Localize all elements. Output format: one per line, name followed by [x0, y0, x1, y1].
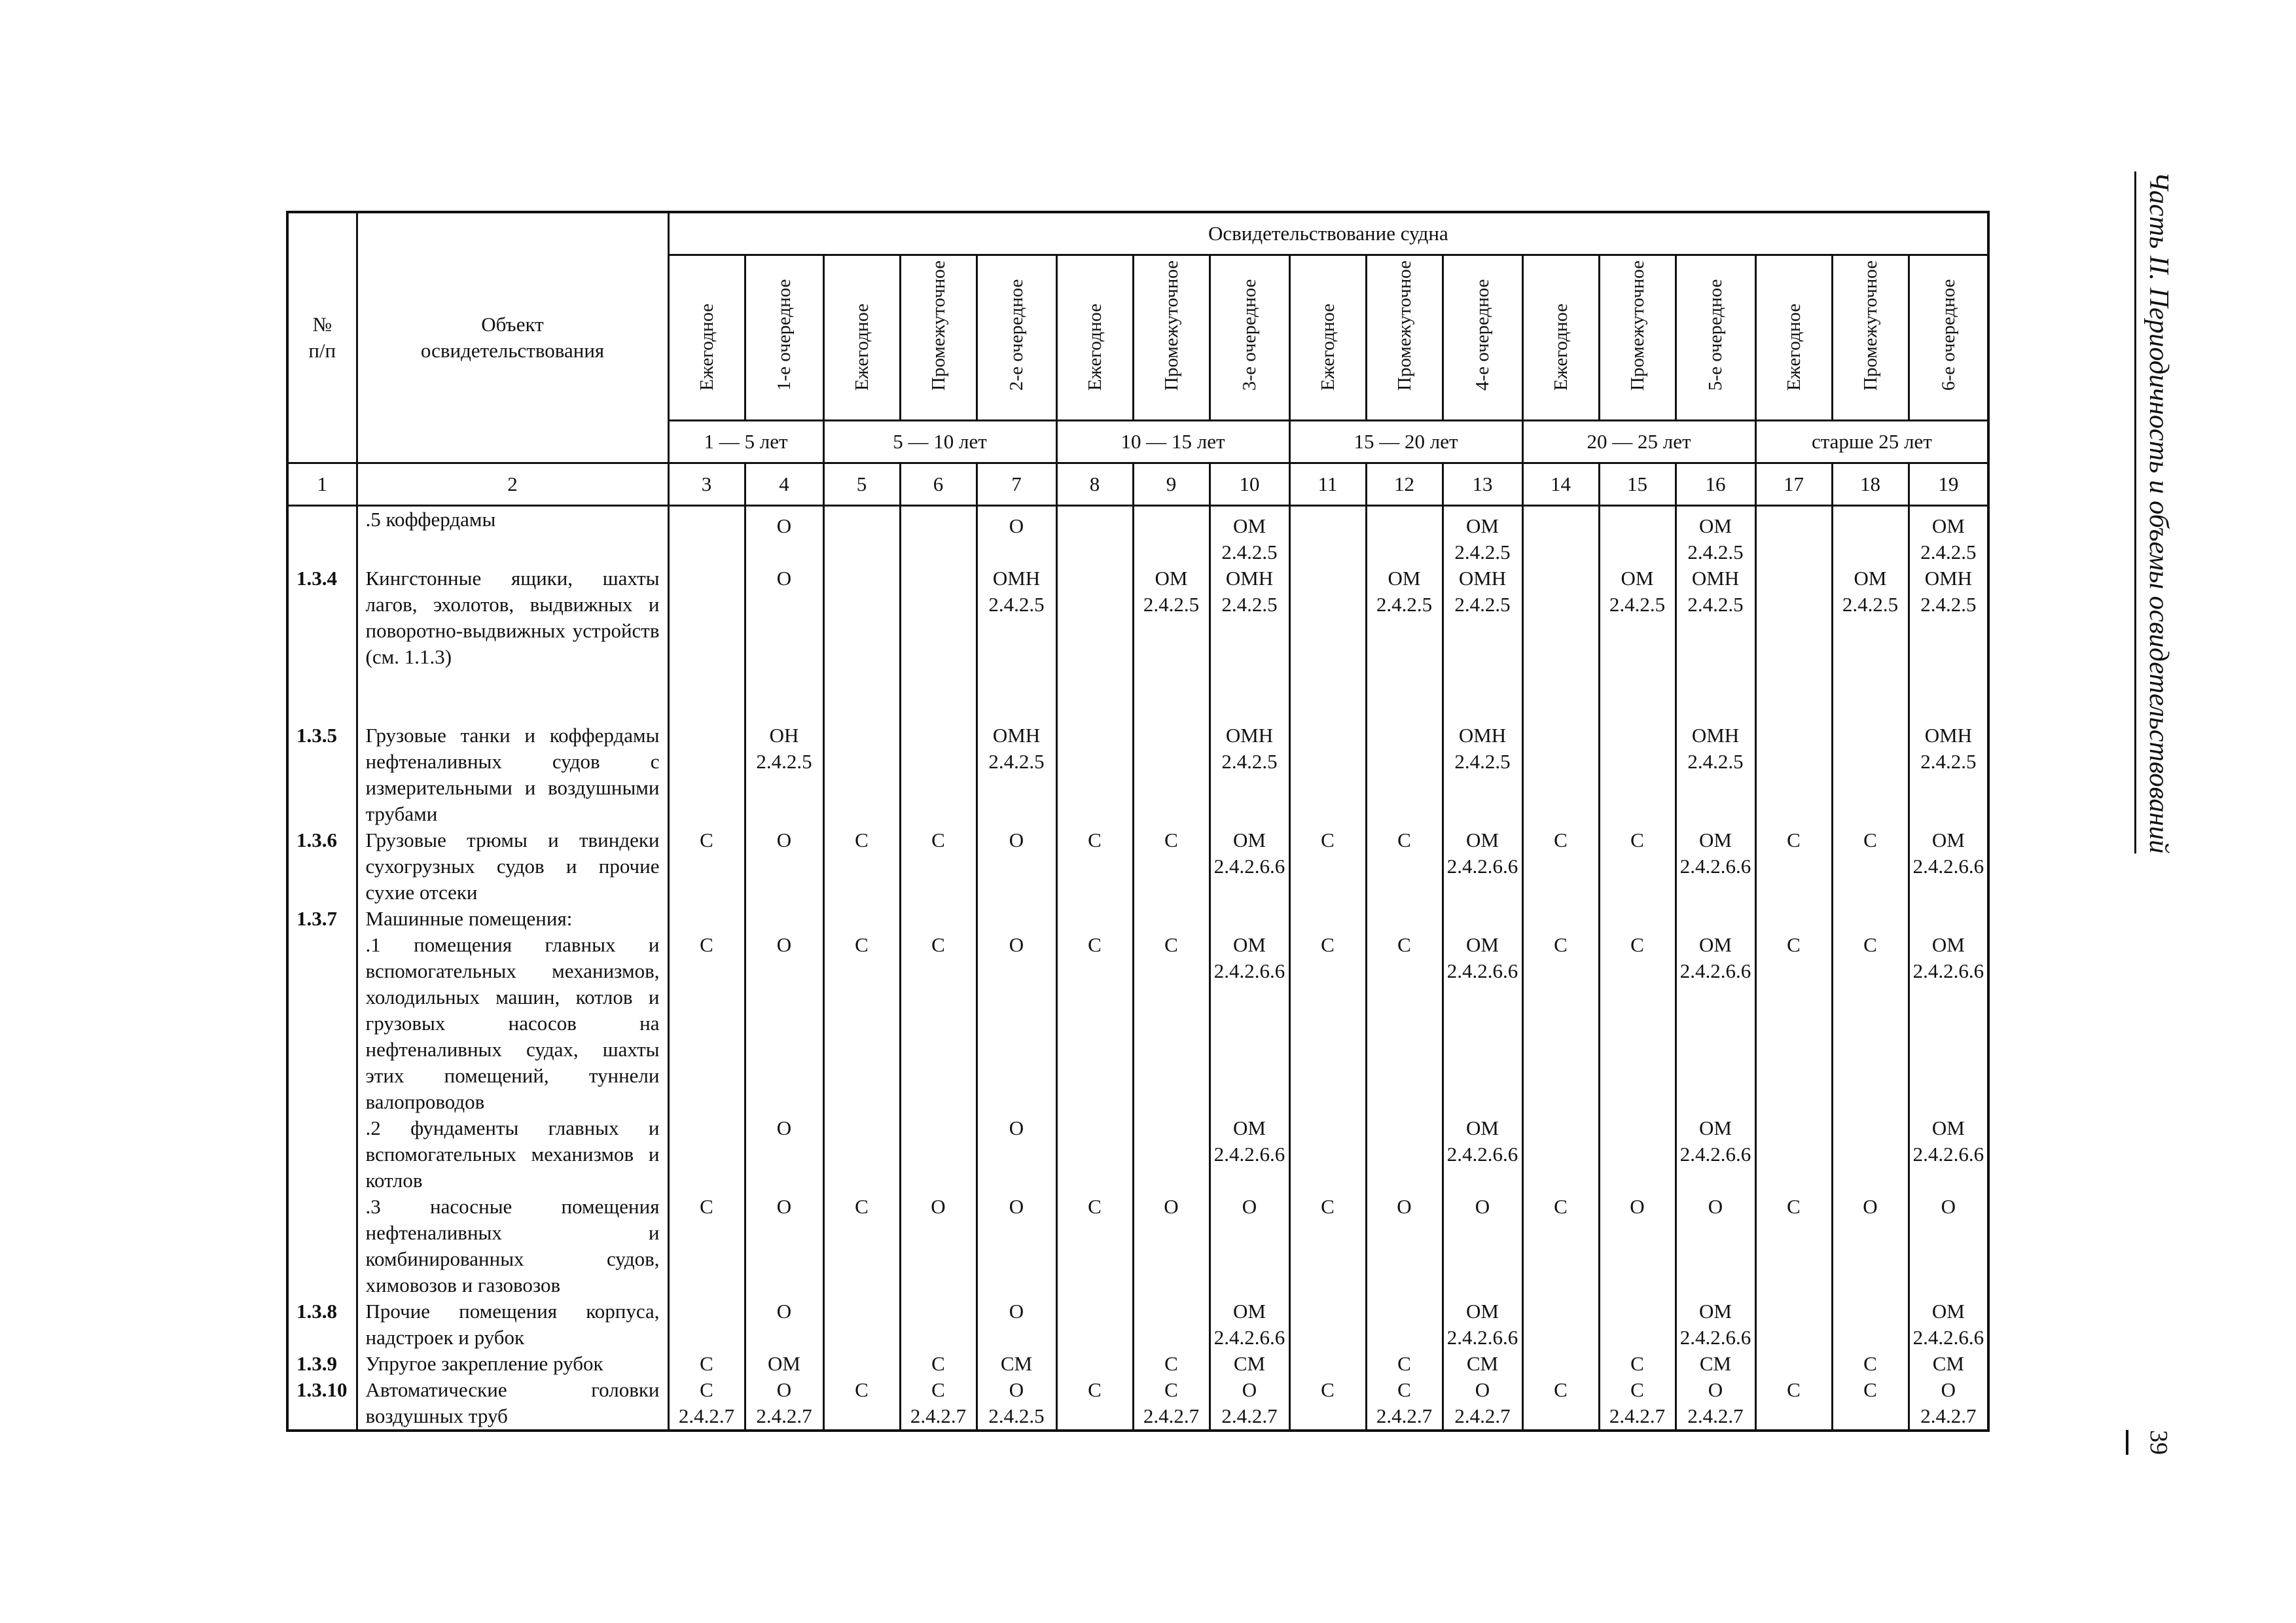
survey-type-header [1289, 255, 1366, 421]
survey-scope-cell: С [1133, 932, 1210, 1115]
survey-scope-cell: ОН 2.4.2.5 [745, 722, 823, 827]
survey-scope-cell: С [1599, 827, 1676, 906]
survey-scope-cell [823, 506, 900, 566]
age-group: 10 — 15 лет [1056, 421, 1289, 463]
survey-scope-cell: ОМ 2.4.2.5 [1366, 565, 1443, 722]
survey-scope-cell: С [1755, 932, 1832, 1115]
survey-scope-cell: ОМ 2.4.2.5 [1832, 565, 1909, 722]
survey-type-label: 3-е очередное [1239, 279, 1260, 391]
survey-scope-cell: ОМН 2.4.2.5 [977, 565, 1056, 722]
item-object: Упругое закрепление рубок [357, 1351, 668, 1377]
survey-scope-cell [1599, 1298, 1676, 1351]
survey-scope-cell: С [1289, 932, 1366, 1115]
survey-scope-cell: С [1755, 1194, 1832, 1298]
survey-scope-cell: ОМ 2.4.2.5 [1909, 506, 1988, 566]
survey-scope-cell: О [1676, 1194, 1755, 1298]
survey-type-label: Ежегодное [1317, 303, 1338, 391]
survey-scope-cell: ОМ 2.4.2.6.6 [1909, 932, 1988, 1115]
survey-scope-cell: О [1443, 1194, 1522, 1298]
survey-scope-cell [1366, 906, 1443, 932]
survey-scope-cell: С [823, 1194, 900, 1298]
age-group: старше 25 лет [1755, 421, 1988, 463]
survey-scope-cell [1133, 1298, 1210, 1351]
survey-scope-cell [1056, 722, 1133, 827]
survey-type-header [668, 255, 745, 421]
survey-scope-cell [1289, 1298, 1366, 1351]
survey-scope-cell: ОМ 2.4.2.5 [1210, 506, 1289, 566]
survey-scope-cell: ОМ 2.4.2.6.6 [1909, 827, 1988, 906]
survey-type-label: Ежегодное [1084, 303, 1105, 391]
survey-scope-cell: ОМ 2.4.2.5 [1443, 506, 1522, 566]
survey-scope-cell: С [1133, 827, 1210, 906]
survey-scope-cell [1289, 1351, 1366, 1377]
survey-scope-cell: ОМ 2.4.2.6.6 [1909, 1298, 1988, 1351]
survey-scope-cell [1133, 506, 1210, 566]
survey-scope-cell: ОМН 2.4.2.5 [977, 722, 1056, 827]
item-object: Грузовые трюмы и твиндеки сухогрузных судов и прочие сухие отсеки [357, 827, 668, 906]
survey-scope-cell [823, 1351, 900, 1377]
survey-scope-cell [1832, 506, 1909, 566]
survey-scope-cell: ОМ 2.4.2.5 [1133, 565, 1210, 722]
survey-scope-cell: С 2.4.2.7 [1366, 1377, 1443, 1431]
survey-scope-cell [1056, 1351, 1133, 1377]
item-object: .1 помещения главных и вспомогательных механизмов, холодильных машин, котлов и грузовых насосов на нефтеналивных судах, шахты этих помещений, туннели валопроводов [357, 932, 668, 1115]
survey-scope-cell: СМ [1676, 1351, 1755, 1377]
survey-scope-cell: С [668, 932, 745, 1115]
survey-scope-cell: ОМ 2.4.2.6.6 [1676, 827, 1755, 906]
survey-scope-cell: С [668, 1194, 745, 1298]
survey-scope-cell: ОМН 2.4.2.5 [1443, 722, 1522, 827]
header-no: № п/п [287, 212, 357, 463]
item-object: .3 насосные помещения нефтеналивных и комбинированных судов, химовозов и газовозов [357, 1194, 668, 1298]
survey-scope-cell [1522, 506, 1599, 566]
survey-type-header [900, 255, 977, 421]
survey-scope-cell: ОМ 2.4.2.6.6 [1443, 932, 1522, 1115]
survey-scope-cell: ОМ 2.4.2.6.6 [1443, 1115, 1522, 1194]
survey-type-header [1056, 255, 1133, 421]
survey-scope-cell: С [1832, 1377, 1909, 1431]
survey-scope-cell [1522, 1298, 1599, 1351]
survey-scope-cell [1522, 1351, 1599, 1377]
survey-scope-cell [900, 1115, 977, 1194]
survey-scope-cell [1676, 906, 1755, 932]
item-number [287, 932, 357, 1115]
item-number: 1.3.9 [287, 1351, 357, 1377]
survey-type-header [1522, 255, 1599, 421]
survey-scope-cell [1755, 906, 1832, 932]
table-row [287, 722, 1988, 827]
survey-scope-cell [668, 506, 745, 566]
survey-scope-cell: С [1289, 1377, 1366, 1431]
column-number: 18 [1832, 463, 1909, 506]
survey-scope-cell: ОМ 2.4.2.5 [1676, 506, 1755, 566]
survey-type-label: 4-е очередное [1472, 279, 1493, 391]
survey-scope-cell: ОМ 2.4.2.6.6 [1210, 827, 1289, 906]
survey-scope-cell: О [977, 827, 1056, 906]
survey-type-label: Промежуточное [1626, 260, 1648, 391]
column-number: 11 [1289, 463, 1366, 506]
survey-scope-cell [823, 1115, 900, 1194]
survey-scope-cell: С [1755, 1377, 1832, 1431]
survey-scope-cell: О 2.4.2.7 [745, 1377, 823, 1431]
item-object: Автоматические головки воздушных труб [357, 1377, 668, 1431]
survey-type-label: Ежегодное [851, 303, 872, 391]
column-number: 12 [1366, 463, 1443, 506]
survey-scope-cell [900, 1298, 977, 1351]
survey-scope-cell [1599, 722, 1676, 827]
survey-scope-cell: ОМН 2.4.2.5 [1676, 565, 1755, 722]
survey-scope-cell: О [1909, 1194, 1988, 1298]
survey-scope-cell [1755, 722, 1832, 827]
survey-scope-cell [1755, 565, 1832, 722]
survey-scope-cell: С 2.4.2.7 [1133, 1377, 1210, 1431]
column-number: 5 [823, 463, 900, 506]
survey-scope-cell [1366, 506, 1443, 566]
survey-scope-cell [1289, 906, 1366, 932]
survey-scope-cell [1366, 722, 1443, 827]
survey-scope-cell: О [1210, 1194, 1289, 1298]
column-number: 13 [1443, 463, 1522, 506]
survey-scope-cell [1832, 1298, 1909, 1351]
survey-table [286, 211, 1990, 1432]
survey-scope-cell [1133, 1115, 1210, 1194]
survey-scope-cell: С [1056, 827, 1133, 906]
column-number: 6 [900, 463, 977, 506]
table-row [287, 506, 1988, 566]
survey-scope-cell: ОМН 2.4.2.5 [1210, 565, 1289, 722]
survey-scope-cell [900, 906, 977, 932]
survey-scope-cell: О [745, 565, 823, 722]
item-number: 1.3.5 [287, 722, 357, 827]
side-title: Часть II. Периодичность и объемы освидетельствований [2144, 171, 2174, 854]
survey-scope-cell: О [977, 1115, 1056, 1194]
survey-scope-cell [668, 722, 745, 827]
survey-scope-cell [1056, 565, 1133, 722]
survey-scope-cell: ОМ 2.4.2.6.6 [1210, 1115, 1289, 1194]
survey-scope-cell: О [745, 1115, 823, 1194]
survey-scope-cell: О [977, 1194, 1056, 1298]
item-object: Грузовые танки и коффердамы нефтеналивных судов с измерительными и воздушными трубами [357, 722, 668, 827]
survey-scope-cell: ОМ 2.4.2.6.6 [1676, 932, 1755, 1115]
survey-scope-cell [1599, 1115, 1676, 1194]
item-number: 1.3.7 [287, 906, 357, 932]
survey-scope-cell: О 2.4.2.7 [1443, 1377, 1522, 1431]
table-row [287, 1377, 1988, 1431]
survey-type-label: Ежегодное [1550, 303, 1571, 391]
survey-scope-cell: ОМ 2.4.2.6.6 [1676, 1115, 1755, 1194]
survey-type-label: Промежуточное [1160, 260, 1182, 391]
item-number: 1.3.10 [287, 1377, 357, 1431]
survey-scope-cell: ОМ [745, 1351, 823, 1377]
item-number: 1.3.6 [287, 827, 357, 906]
survey-type-header [1755, 255, 1832, 421]
table-row [287, 1351, 1988, 1377]
survey-scope-cell [1210, 906, 1289, 932]
survey-scope-cell: ОМ 2.4.2.6.6 [1443, 827, 1522, 906]
survey-scope-cell [668, 565, 745, 722]
survey-scope-cell: О [745, 1194, 823, 1298]
survey-scope-cell [823, 1298, 900, 1351]
survey-scope-cell: ОМ 2.4.2.5 [1599, 565, 1676, 722]
survey-scope-cell [1755, 1298, 1832, 1351]
survey-scope-cell: О [977, 506, 1056, 566]
header-survey: Освидетельствование судна [668, 212, 1988, 255]
table-row [287, 1298, 1988, 1351]
column-number: 14 [1522, 463, 1599, 506]
column-number: 15 [1599, 463, 1676, 506]
survey-scope-cell: С [668, 827, 745, 906]
item-number [287, 1194, 357, 1298]
survey-scope-cell [823, 565, 900, 722]
survey-scope-cell: О [745, 932, 823, 1115]
survey-scope-cell [1056, 1115, 1133, 1194]
survey-scope-cell: ОМ 2.4.2.6.6 [1210, 1298, 1289, 1351]
survey-scope-cell [1522, 722, 1599, 827]
survey-scope-cell [745, 906, 823, 932]
survey-scope-cell: О [1366, 1194, 1443, 1298]
survey-scope-cell [1289, 565, 1366, 722]
column-number: 3 [668, 463, 745, 506]
survey-scope-cell: О [745, 506, 823, 566]
age-group: 20 — 25 лет [1522, 421, 1755, 463]
survey-scope-cell: С 2.4.2.7 [1599, 1377, 1676, 1431]
survey-type-header [1909, 255, 1988, 421]
survey-scope-cell [1289, 506, 1366, 566]
survey-scope-cell: СМ [977, 1351, 1056, 1377]
survey-type-label: Ежегодное [1783, 303, 1804, 391]
survey-scope-cell: С [1289, 827, 1366, 906]
survey-scope-cell: С [1599, 932, 1676, 1115]
column-number: 7 [977, 463, 1056, 506]
survey-scope-cell [1289, 1115, 1366, 1194]
item-number [287, 506, 357, 566]
page-number: 39 [2126, 1430, 2173, 1455]
survey-type-header [1366, 255, 1443, 421]
survey-scope-cell [900, 506, 977, 566]
survey-scope-cell: ОМН 2.4.2.5 [1676, 722, 1755, 827]
survey-type-label: Промежуточное [1393, 260, 1415, 391]
survey-type-label: Ежегодное [696, 303, 717, 391]
survey-scope-cell: О [1133, 1194, 1210, 1298]
survey-scope-cell [1909, 906, 1988, 932]
column-number: 17 [1755, 463, 1832, 506]
survey-scope-cell [1056, 506, 1133, 566]
survey-scope-cell [668, 906, 745, 932]
survey-scope-cell: СМ [1443, 1351, 1522, 1377]
table-row [287, 1194, 1988, 1298]
table-row [287, 827, 1988, 906]
survey-scope-cell: ОМН 2.4.2.5 [1909, 565, 1988, 722]
column-number: 1 [287, 463, 357, 506]
survey-scope-cell: С [900, 827, 977, 906]
column-number: 16 [1676, 463, 1755, 506]
survey-scope-cell [1522, 565, 1599, 722]
survey-scope-cell [1366, 1115, 1443, 1194]
item-number: 1.3.4 [287, 565, 357, 722]
age-group: 15 — 20 лет [1289, 421, 1522, 463]
survey-type-label: 1-е очередное [774, 279, 795, 391]
survey-scope-cell [1522, 906, 1599, 932]
survey-scope-cell [1366, 1298, 1443, 1351]
item-object: Кингстонные ящики, шахты лагов, эхолотов, выдвижных и поворотно-выдвижных устройств (см. 1.1.3) [357, 565, 668, 722]
survey-scope-cell: СМ [1909, 1351, 1988, 1377]
survey-scope-cell: СМ [1210, 1351, 1289, 1377]
survey-scope-cell [668, 1298, 745, 1351]
survey-scope-cell: С [1522, 932, 1599, 1115]
survey-type-header [1443, 255, 1522, 421]
survey-scope-cell [1755, 1115, 1832, 1194]
survey-scope-cell [1599, 906, 1676, 932]
survey-scope-cell [1056, 906, 1133, 932]
survey-scope-cell: С [1522, 827, 1599, 906]
survey-scope-cell: С [900, 1351, 977, 1377]
survey-scope-cell [1755, 1351, 1832, 1377]
survey-type-header [1210, 255, 1289, 421]
survey-type-header [823, 255, 900, 421]
survey-type-header [1599, 255, 1676, 421]
age-group: 1 — 5 лет [668, 421, 823, 463]
survey-scope-cell: ОМН 2.4.2.5 [1210, 722, 1289, 827]
survey-scope-cell [1056, 1298, 1133, 1351]
survey-type-header [1832, 255, 1909, 421]
item-object: .2 фундаменты главных и вспомогательных механизмов и котлов [357, 1115, 668, 1194]
survey-scope-cell [900, 722, 977, 827]
survey-scope-cell: С [1289, 1194, 1366, 1298]
survey-scope-cell: О [1832, 1194, 1909, 1298]
survey-scope-cell: С [1366, 827, 1443, 906]
table-row [287, 932, 1988, 1115]
survey-type-header [977, 255, 1056, 421]
survey-scope-cell: О [977, 932, 1056, 1115]
table-row [287, 906, 1988, 932]
survey-scope-cell: С [1755, 827, 1832, 906]
survey-scope-cell: С [823, 1377, 900, 1431]
survey-scope-cell [823, 722, 900, 827]
survey-scope-cell: ОМ 2.4.2.6.6 [1676, 1298, 1755, 1351]
survey-type-label: Промежуточное [1859, 260, 1881, 391]
survey-scope-cell: С [668, 1351, 745, 1377]
column-number: 4 [745, 463, 823, 506]
survey-scope-cell: С [823, 932, 900, 1115]
survey-scope-cell: С [1366, 932, 1443, 1115]
survey-scope-cell: О [1599, 1194, 1676, 1298]
column-number: 2 [357, 463, 668, 506]
header-object: Объект освидетельствования [357, 212, 668, 463]
survey-scope-cell: С [1133, 1351, 1210, 1377]
age-group: 5 — 10 лет [823, 421, 1056, 463]
survey-scope-cell: О [900, 1194, 977, 1298]
survey-scope-cell: С [1832, 1351, 1909, 1377]
survey-type-label: 2-е очередное [1006, 279, 1027, 391]
survey-scope-cell [1522, 1115, 1599, 1194]
survey-scope-cell: О [745, 1298, 823, 1351]
survey-scope-cell: О 2.4.2.7 [1210, 1377, 1289, 1431]
survey-scope-cell [1832, 906, 1909, 932]
survey-scope-cell [1289, 722, 1366, 827]
survey-scope-cell: С [823, 827, 900, 906]
survey-scope-cell: С 2.4.2.7 [900, 1377, 977, 1431]
survey-type-header [1676, 255, 1755, 421]
survey-scope-cell: ОМ 2.4.2.6.6 [1210, 932, 1289, 1115]
survey-scope-cell: С [1522, 1377, 1599, 1431]
survey-scope-cell [668, 1115, 745, 1194]
survey-type-label: 5-е очередное [1705, 279, 1726, 391]
item-number: 1.3.8 [287, 1298, 357, 1351]
survey-scope-cell [1599, 506, 1676, 566]
survey-scope-cell [1832, 1115, 1909, 1194]
column-number: 9 [1133, 463, 1210, 506]
item-object: Прочие помещения корпуса, надстроек и рубок [357, 1298, 668, 1351]
survey-type-header [1133, 255, 1210, 421]
item-object: Машинные помещения: [357, 906, 668, 932]
survey-scope-cell [1133, 722, 1210, 827]
column-number: 19 [1909, 463, 1988, 506]
survey-type-label: Промежуточное [927, 260, 949, 391]
column-number: 10 [1210, 463, 1289, 506]
survey-scope-cell: С [1522, 1194, 1599, 1298]
survey-scope-cell: С 2.4.2.7 [668, 1377, 745, 1431]
item-number [287, 1115, 357, 1194]
survey-scope-cell [1443, 906, 1522, 932]
table-row [287, 565, 1988, 722]
survey-scope-cell: ОМ 2.4.2.6.6 [1443, 1298, 1522, 1351]
survey-scope-cell: С [1599, 1351, 1676, 1377]
survey-type-header [745, 255, 823, 421]
survey-type-label: 6-е очередное [1937, 279, 1959, 391]
survey-scope-cell: С [1366, 1351, 1443, 1377]
survey-scope-cell: С [1056, 1377, 1133, 1431]
survey-scope-cell [1832, 722, 1909, 827]
survey-scope-cell: С [1832, 932, 1909, 1115]
survey-scope-cell [977, 906, 1056, 932]
survey-scope-cell: ОМН 2.4.2.5 [1443, 565, 1522, 722]
survey-scope-cell: ОМН 2.4.2.5 [1909, 722, 1988, 827]
survey-scope-cell: С [1056, 1194, 1133, 1298]
survey-scope-cell: С [1832, 827, 1909, 906]
survey-scope-cell: О [745, 827, 823, 906]
survey-scope-cell [900, 565, 977, 722]
survey-scope-cell: ОМ 2.4.2.6.6 [1909, 1115, 1988, 1194]
survey-scope-cell [1755, 506, 1832, 566]
survey-scope-cell: О 2.4.2.7 [1909, 1377, 1988, 1431]
table-row [287, 1115, 1988, 1194]
item-object: .5 коффердамы [357, 506, 668, 566]
survey-scope-cell: С [1056, 932, 1133, 1115]
survey-scope-cell: О 2.4.2.7 [1676, 1377, 1755, 1431]
survey-scope-cell: О [977, 1298, 1056, 1351]
survey-scope-cell [1133, 906, 1210, 932]
survey-scope-cell: О 2.4.2.5 [977, 1377, 1056, 1431]
column-number: 8 [1056, 463, 1133, 506]
survey-scope-cell [823, 906, 900, 932]
survey-scope-cell: С [900, 932, 977, 1115]
